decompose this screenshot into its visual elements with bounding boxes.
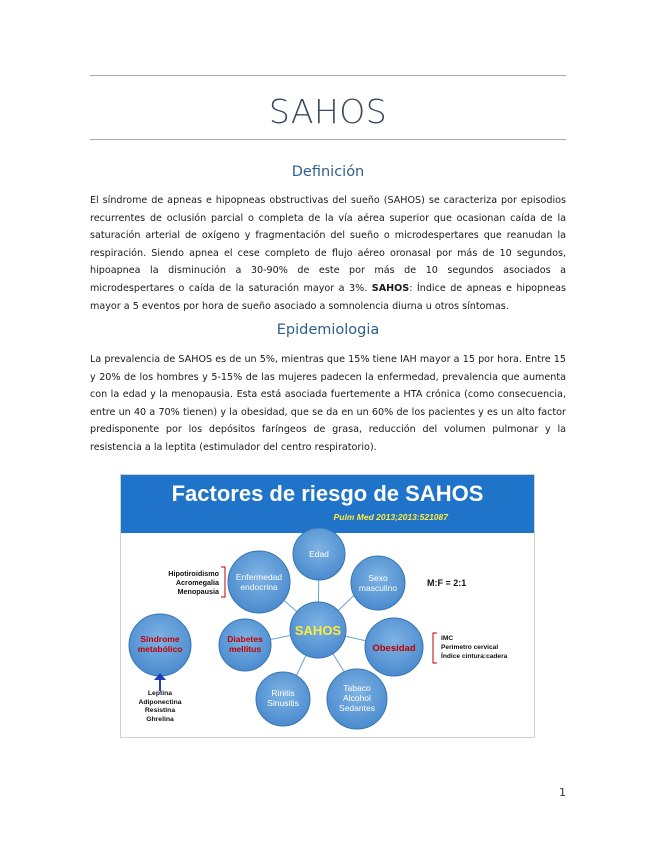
- node-endocrina-label-2: endocrina: [240, 582, 278, 592]
- figure-title: Factores de riesgo de SAHOS: [171, 481, 484, 506]
- note-metabolico-4: Ghrelina: [146, 715, 174, 723]
- note-obesidad-2: Perímetro cervical: [441, 643, 499, 651]
- node-tabaco-label-2: Alcohol: [343, 693, 371, 703]
- node-sexo-label-2: masculino: [358, 583, 398, 593]
- note-obesidad: [441, 635, 533, 661]
- risk-factors-figure: [120, 474, 535, 738]
- note-endocrina-2: Acromegalia: [175, 578, 219, 588]
- note-sexo-ratio: M:F = 2:1: [427, 578, 467, 588]
- node-rinitis-label-1: Rinitis: [271, 688, 295, 698]
- page-title: SAHOS: [268, 92, 388, 131]
- note-endocrina: [143, 569, 219, 597]
- node-rinitis-label-2: Sinusitis: [267, 698, 299, 708]
- heading-definicion: Definición: [291, 164, 365, 180]
- heading-epidemiologia: Epidemiologia: [276, 322, 380, 338]
- node-endocrina-label-1: Enfermedad: [235, 572, 283, 582]
- note-endocrina-1: Hipotiroidismo: [168, 569, 219, 578]
- figure-citation: Pulm Med 2013;2013:521087: [333, 512, 448, 522]
- sahos-label: SAHOS: [371, 282, 410, 294]
- node-tabaco-label-3: Sedantes: [339, 703, 375, 713]
- note-endocrina-3: Menopausia: [177, 587, 219, 597]
- bracket-obesidad: [433, 633, 437, 663]
- node-obesidad-label: Obesidad: [372, 643, 416, 654]
- node-sexo-label-1: Sexo: [368, 573, 388, 583]
- definicion-paragraph: [90, 192, 566, 315]
- node-sahos-label: SAHOS: [294, 623, 342, 638]
- note-metabolico-3: Resistina: [144, 707, 176, 715]
- definicion-text: El síndrome de apneas e hipopneas obstructivas del sueño (SAHOS) se caracteriza por episodios recurrentes de oclusión parcial o completa de la vía aérea superior que ocasionan caída de la saturación arterial de oxígeno y fragmentación del sueño o microdespertares que reanudan la respiración. Siendo apnea el cese completo de flujo aéreo oronasal por más de 10 segundos, hipoapnea la disminución a 30-90% de este por más de 10 segundos asociados a microdespertares o caída de la saturación mayor a 3%.: [90, 195, 566, 294]
- node-tabaco-label-1: Tabaco: [343, 683, 371, 693]
- node-diabetes-label-1: Diabetes: [227, 634, 263, 644]
- note-obesidad-1: IMC: [441, 635, 454, 642]
- bracket-endocrina: [221, 567, 225, 597]
- node-metabolico-label-2: metabólico: [137, 644, 183, 654]
- top-rule: [90, 75, 566, 76]
- node-diabetes-label-2: mellitus: [228, 644, 262, 654]
- page-number: 1: [559, 786, 566, 799]
- note-metabolico-2: Adiponectina: [138, 698, 182, 706]
- note-metabolico-1: Leptina: [147, 690, 173, 697]
- node-edad-label: Edad: [309, 549, 329, 559]
- note-obesidad-3: Índice cintura:cadera: [441, 652, 508, 660]
- node-metabolico-label-1: Síndrome: [140, 634, 180, 644]
- epidemiologia-paragraph: [90, 351, 566, 457]
- note-metabolico: [121, 690, 199, 724]
- title-rule: [90, 139, 566, 140]
- sahos-definition: : Índice de apneas e hipopneas mayor a 5 eventos por hora de sueño asociado a somnolencia diurna u otros síntomas.: [90, 282, 566, 312]
- epidemiologia-text: La prevalencia de SAHOS es de un 5%, mientras que 15% tiene IAH mayor a 15 por hora. Entre 15 y 20% de los hombres y 5-15% de las mujeres padecen la enfermedad, prevalencia que aumenta con la edad y la menopausia. Esta está asociada fuertemente a HTA crónica (como consecuencia, entre un 40 a 70% tienen) y la obesidad, que se da en un 60% de los pacientes y es un alto factor predisponente por los depósitos faríngeos de grasa, reducción del volumen pulmonar y la resistencia a la leptita (estimulador del centro respiratorio).: [90, 354, 566, 453]
